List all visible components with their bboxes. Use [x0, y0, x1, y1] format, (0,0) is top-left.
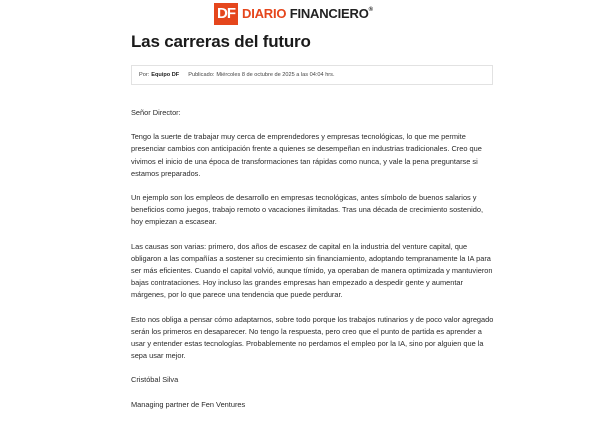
diario-financiero-logo[interactable] — [214, 3, 373, 25]
df-logo-mark: DF — [214, 3, 238, 25]
salutation: Señor Director: — [131, 108, 181, 117]
logo-word-financiero: FINANCIERO — [289, 6, 369, 21]
published-prefix: Publicado: — [188, 72, 215, 78]
article-body — [131, 107, 496, 423]
article-paragraph: Las causas son varias: primero, dos años de escasez de capital en la industria del venture capital, que obligaron a las compañías a sostener su crecimiento sin financiamiento, adoptando tempranamente la IA para ser más eficientes. Cuando el capital volvió, aunque tímido, ya operaban de manera optimizada y mantuvieron bajas contrataciones. Hoy incluso las grandes empresas han empezado a despedir gente y aumentar márgenes, por lo que parece una tendencia que puede perdurar. — [131, 241, 493, 300]
registered-mark: ® — [368, 7, 373, 13]
signature-title: Managing partner de Fen Ventures — [131, 399, 246, 409]
published-date: Miércoles 8 de octubre de 2025 a las 04:04 hrs. — [216, 72, 335, 78]
article-paragraph: Tengo la suerte de trabajar muy cerca de emprendedores y empresas tecnológicas, lo que me permite presenciar cambios con anticipación frente a quienes se desempeñan en industrias tradicionales. Creo que vivimos el inicio de una época de transformaciones tan rápidas como nunca, y vale la pena preguntarse si estamos preparados. — [131, 132, 482, 178]
logo-word-diario: DIARIO — [242, 6, 290, 21]
article-paragraph: Esto nos obliga a pensar cómo adaptarnos, sobre todo porque los trabajos rutinarios y de poco valor agregado serán los primeros en desaparecer. No tengo la respuesta, pero creo que el punto de partida es aprender a usar y entender estas tecnologías. Probablemente no perdamos el empleo por la IA, sino por alguien que la sepa usar mejor. — [131, 314, 494, 361]
logo-wordmark — [242, 3, 373, 25]
article-title: Las carreras del futuro — [131, 32, 311, 51]
author-prefix: Por: — [139, 72, 150, 78]
author-name[interactable]: Equipo DF — [151, 72, 180, 78]
signature-name: Cristóbal Silva — [131, 375, 179, 385]
article-paragraph: Un ejemplo son los empleos de desarrollo en empresas tecnológicas, antes símbolo de buenos salarios y beneficios como juegos, trabajo remoto o vacaciones ilimitadas. Tras una década de crecimiento sostenido, hoy empiezan a escasear. — [131, 193, 484, 227]
article-meta — [131, 65, 493, 85]
